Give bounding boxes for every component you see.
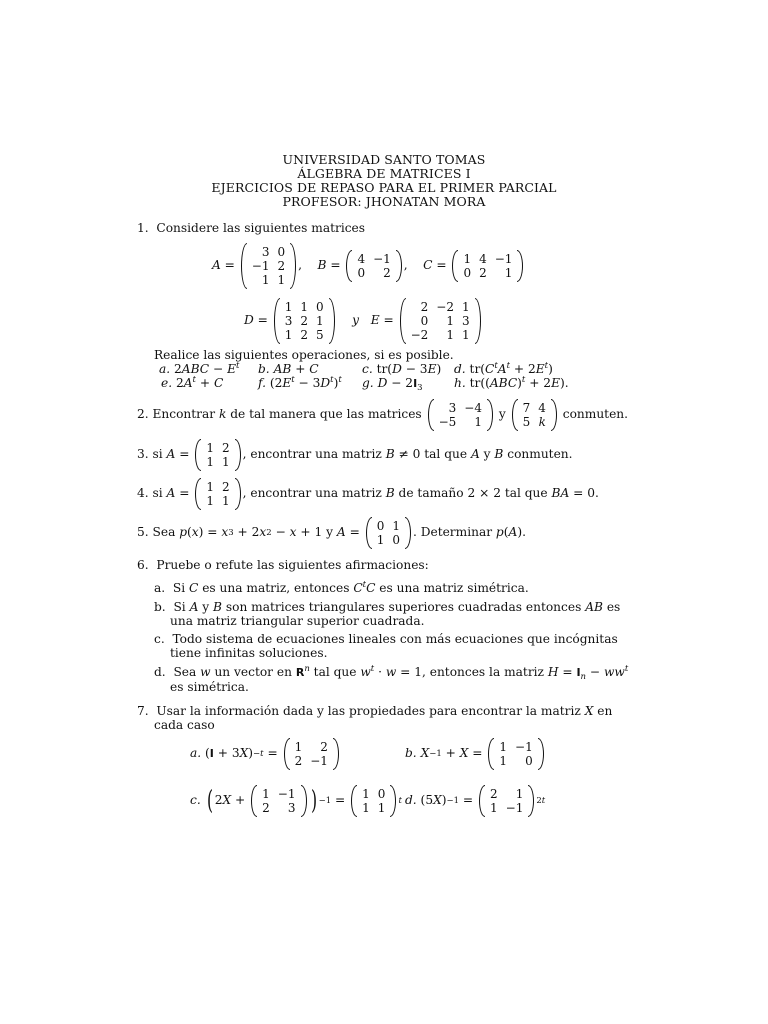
matrix-entry: 0 <box>463 266 472 280</box>
matrix-entry: 4 <box>479 252 487 266</box>
matrix-entries <box>202 441 233 469</box>
matrix-entry: −2 <box>410 328 429 342</box>
statement-c: c. Todo sistema de ecuaciones lineales con más ecuaciones que incógnitas <box>154 632 618 646</box>
right-paren <box>301 785 307 817</box>
statement-d-cont: es simétrica. <box>170 680 249 694</box>
matrix-entry: 1 <box>446 314 454 328</box>
matrix-entries <box>291 740 332 768</box>
left-paren <box>195 478 201 510</box>
matrix-entries <box>248 245 289 287</box>
left-paren <box>346 250 352 282</box>
matrix-entry: 0 <box>377 787 386 801</box>
left-paren <box>488 738 494 770</box>
exam-title: EJERCICIOS DE REPASO PARA EL PRIMER PARCIAL <box>211 180 557 195</box>
right-paren <box>551 399 557 431</box>
university-title: UNIVERSIDAD SANTO TOMAS <box>282 152 486 167</box>
matrix-entry: 0 <box>277 245 286 259</box>
matrix-entries <box>202 480 233 508</box>
matrix-entry: 2 <box>294 754 303 768</box>
problem-5: 5. Sea p ( x ) = x 3 + 2 x 2 − x + 1 y A = 0 1 1 0 . Determinar p ( A ) . <box>137 519 526 547</box>
matrix-p5-a <box>366 517 411 549</box>
equation-c: c. ( 2 X + 1 −1 2 3 ) −1 = 1 0 1 1 t <box>190 786 402 816</box>
matrix-entry: −1 <box>373 252 391 266</box>
matrix-entry: 1 <box>294 740 303 754</box>
matrix-entries <box>519 401 550 429</box>
matrix-entry: −1 <box>515 740 533 754</box>
professor-name: PROFESOR: JHONATAN MORA <box>282 194 486 209</box>
matrix-entry: 1 <box>206 480 214 494</box>
matrix-entry: 1 <box>221 455 230 469</box>
matrix-entry: 2 <box>277 259 286 273</box>
matrix-entry: 0 <box>392 533 400 547</box>
statement-b-cont: una matriz triangular superior cuadrada. <box>170 614 425 628</box>
matrix-entry: 1 <box>515 787 524 801</box>
matrix-entry: 1 <box>392 519 400 533</box>
matrix-entry: 1 <box>446 328 454 342</box>
left-paren <box>195 439 201 471</box>
problem-1-instruction: Realice las siguientes operaciones, si es posible. <box>154 348 454 362</box>
matrix-d <box>274 298 335 344</box>
matrix-entry: −1 <box>277 787 296 801</box>
matrix-entry: 1 <box>300 300 309 314</box>
statement-d: d. Sea w un vector en $R^n$ tal que $w^t \cdot w = 1$, entonces la matriz $H = I_n - ww^t$ <box>154 664 629 682</box>
matrix-entry: 1 <box>261 273 270 287</box>
equation-d: d. (5 X ) −1 = 2 1 1 −1 2t <box>405 787 546 815</box>
matrix-entry: 1 <box>221 494 230 508</box>
right-paren <box>475 298 481 344</box>
matrix-entry: 1 <box>206 455 214 469</box>
matrix-entry: 3 <box>461 314 470 328</box>
equation-a: a. ( I + 3 X ) −t = 1 2 2 −1 <box>190 738 341 770</box>
matrix-entries <box>407 300 474 342</box>
matrix-entry: 1 <box>504 266 513 280</box>
matrix-entry: −2 <box>436 300 454 314</box>
right-paren <box>528 785 534 817</box>
matrix-entry: −1 <box>494 252 513 266</box>
conjunction-y: y <box>352 313 360 328</box>
matrix-entry: 2 <box>300 328 309 342</box>
matrix-entry: 4 <box>357 252 366 266</box>
operation-e: e. $2A^t + C$ <box>161 375 224 390</box>
matrix-entry: 2 <box>420 300 429 314</box>
left-paren <box>366 517 372 549</box>
matrix-entry: 0 <box>376 519 385 533</box>
matrix-entry: 2 <box>300 314 309 328</box>
operation-c: c. tr(D − 3E) <box>362 362 442 376</box>
statement-b: b. Si A y B son matrices triangulares superiores cuadradas entonces AB es <box>154 600 621 614</box>
matrix-entries <box>486 787 527 815</box>
matrix-entry: 2 <box>479 266 487 280</box>
matrix-entry: 3 <box>284 314 293 328</box>
matrix-entry: 0 <box>357 266 366 280</box>
left-paren <box>479 785 485 817</box>
matrix-entry: 1 <box>277 273 286 287</box>
matrix-entry: 1 <box>206 441 214 455</box>
right-paren <box>235 439 241 471</box>
matrix-p4-a <box>195 478 240 510</box>
matrix-7a <box>284 738 339 770</box>
matrix-entry: 1 <box>376 533 385 547</box>
problem-3: 3. si A = 1 2 1 1 , encontrar una matriz B ≠ 0 tal que A y B conmuten. <box>137 441 573 469</box>
matrix-entry: 3 <box>448 401 457 415</box>
matrix-entry: 0 <box>525 754 533 768</box>
matrix-7b <box>488 738 543 770</box>
right-paren <box>235 478 241 510</box>
matrix-entries <box>459 252 516 280</box>
problem-7-intro: 7. Usar la información dada y las propiedades para encontrar la matriz X en <box>137 704 613 718</box>
problem-number: 1. <box>137 221 149 235</box>
operation-g: g. $D - 2I_3$ <box>362 376 423 393</box>
matrix-entry: 2 <box>320 740 328 754</box>
matrix-entry: −1 <box>251 259 270 273</box>
problem-7-intro-cont: cada caso <box>154 718 215 732</box>
matrix-b <box>346 250 401 282</box>
problem-text: Considere las siguientes matrices <box>156 221 366 235</box>
course-title: ÁLGEBRA DE MATRICES I <box>297 166 471 181</box>
matrices-abc-row: A = 3 0 −1 2 1 1 , B = 4 −1 0 2 , C = 1 4 −1 0 2 1 <box>212 243 525 289</box>
matrix-entry: 2 <box>262 801 270 815</box>
matrix-7d <box>479 785 534 817</box>
matrix-entry: 1 <box>316 314 324 328</box>
problem-4: 4. si A = 1 2 1 1 , encontrar una matriz B de tamaño 2 × 2 tal que BA = 0 . <box>137 480 599 508</box>
matrix-entry: 5 <box>522 415 531 429</box>
matrix-entry: 0 <box>420 314 429 328</box>
problem-6-intro: 6. Pruebe o refute las siguientes afirmaciones: <box>137 558 429 572</box>
matrix-entry: 1 <box>377 801 386 815</box>
matrix-entry: 2 <box>383 266 391 280</box>
right-paren <box>390 785 396 817</box>
right-paren <box>329 298 335 344</box>
matrix-entries <box>435 401 486 429</box>
matrix-entry: 3 <box>287 801 296 815</box>
matrix-a <box>241 243 296 289</box>
matrix-entry: 1 <box>206 494 214 508</box>
matrix-7c-rhs <box>351 785 396 817</box>
problem-1-intro <box>137 221 365 236</box>
right-paren <box>396 250 402 282</box>
matrix-entry: 1 <box>362 801 370 815</box>
matrix-entry: 1 <box>262 787 270 801</box>
matrix-entry: 1 <box>490 801 498 815</box>
left-paren <box>351 785 357 817</box>
right-paren <box>333 738 339 770</box>
left-paren <box>400 298 406 344</box>
operation-h: h. tr((ABC)$^t$ + 2E). <box>454 375 569 390</box>
matrices-de-row: D = 1 1 0 3 2 1 1 2 5 y E = 2 −2 1 0 1 3 −2 1 1 <box>244 298 483 344</box>
left-paren <box>512 399 518 431</box>
statement-a: a. Si C es una matriz, entonces $C^tC$ es una matriz simétrica. <box>154 580 529 595</box>
matrix-entries <box>373 519 404 547</box>
matrix-entry: 1 <box>463 252 472 266</box>
operation-f: f. $(2E^t - 3D^t)^t$ <box>258 375 342 390</box>
matrix-entry: 1 <box>474 415 482 429</box>
matrix-entry: −1 <box>310 754 328 768</box>
matrix-entries <box>358 787 389 815</box>
operation-a: a. $2ABC - E^t$ <box>159 361 240 376</box>
operation-d: d. $tr(C^tA^t + 2E^t)$ <box>454 361 553 376</box>
matrix-entries <box>258 787 299 815</box>
left-paren <box>428 399 434 431</box>
matrix-entries <box>495 740 536 768</box>
matrix-7c-inner <box>251 785 306 817</box>
matrix-entry: 1 <box>499 740 508 754</box>
matrix-entry: 5 <box>316 328 324 342</box>
problem-2: 2. Encontrar k de tal manera que las matrices 3 −4 −5 1 y 7 4 5 k conmuten. <box>137 401 629 429</box>
right-paren <box>538 738 544 770</box>
matrix-entry: 0 <box>316 300 324 314</box>
matrix-entry: 7 <box>522 401 531 415</box>
matrix-entry: 3 <box>261 245 270 259</box>
matrix-entry: 1 <box>461 328 470 342</box>
matrix-entry: −5 <box>438 415 457 429</box>
matrix-entry: 2 <box>221 480 230 494</box>
matrix-c <box>452 250 523 282</box>
matrix-entry: −1 <box>505 801 524 815</box>
right-paren <box>405 517 411 549</box>
left-paren <box>251 785 257 817</box>
right-paren <box>487 399 493 431</box>
left-paren <box>452 250 458 282</box>
matrix-entry: 1 <box>284 300 293 314</box>
matrix-entry: k <box>538 415 546 429</box>
matrix-entries <box>353 252 394 280</box>
left-paren <box>274 298 280 344</box>
matrix-entry: 1 <box>284 328 293 342</box>
matrix-entry: 1 <box>499 754 508 768</box>
left-paren <box>241 243 247 289</box>
equation-b: b. X −1 + X = 1 −1 1 0 <box>405 738 546 770</box>
left-paren <box>284 738 290 770</box>
right-paren <box>290 243 296 289</box>
matrix-entry: 2 <box>221 441 230 455</box>
matrix-p2-first <box>428 399 493 431</box>
matrix-entry: 2 <box>490 787 498 801</box>
statement-c-cont: tiene infinitas soluciones. <box>170 646 328 660</box>
matrix-entry: −4 <box>464 401 482 415</box>
matrix-entry: 4 <box>538 401 546 415</box>
operation-b: b. AB + C <box>258 362 319 376</box>
matrix-e <box>400 298 481 344</box>
matrix-entries <box>281 300 328 342</box>
matrix-entry: 1 <box>362 787 370 801</box>
matrix-p3-a <box>195 439 240 471</box>
matrix-entry: 1 <box>461 300 470 314</box>
matrix-p2-second <box>512 399 557 431</box>
right-paren <box>517 250 523 282</box>
